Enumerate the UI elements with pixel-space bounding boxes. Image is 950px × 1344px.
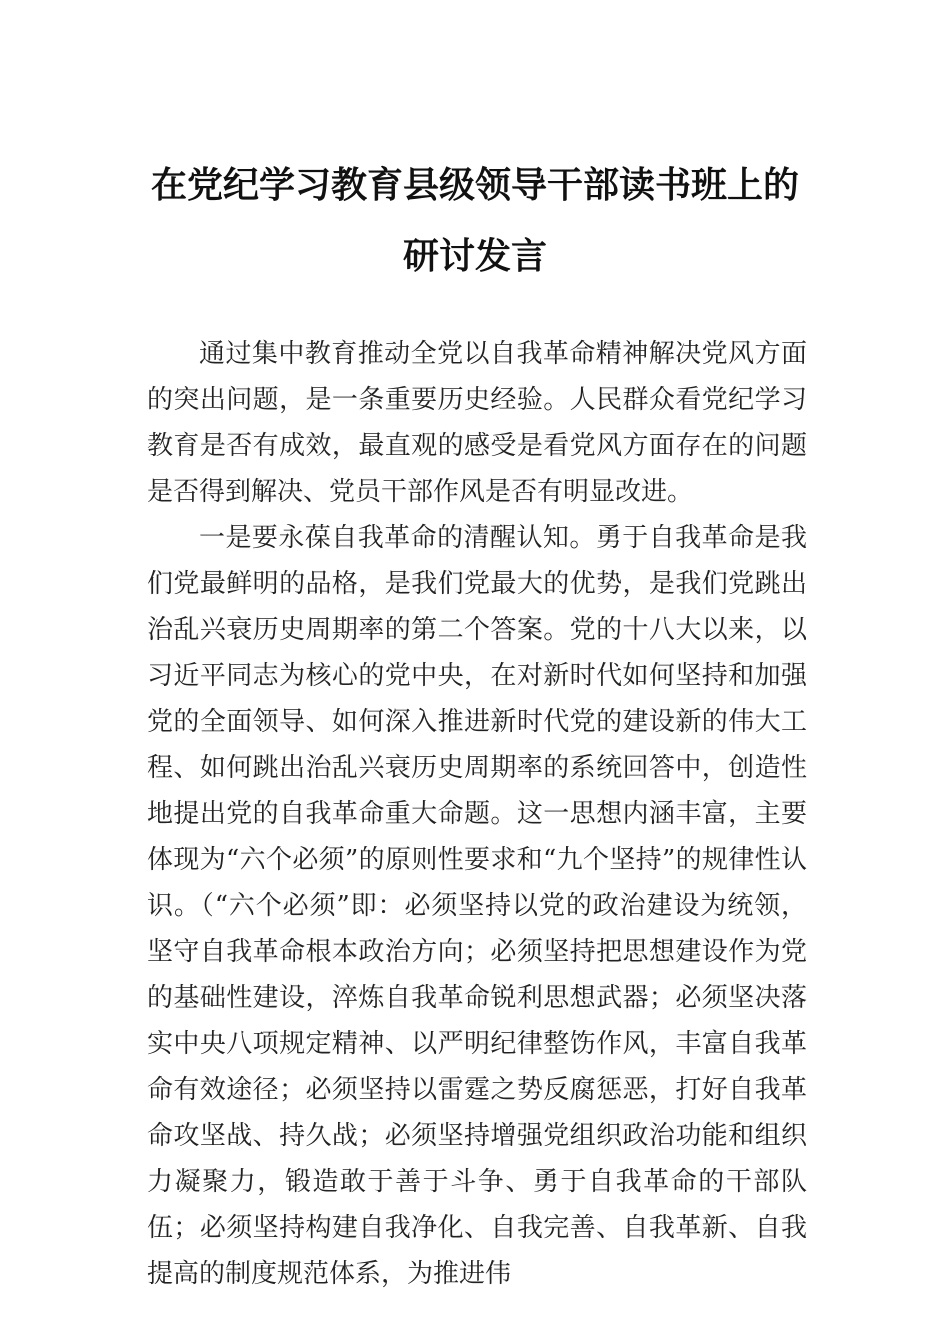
document-title-line-2: 研讨发言 bbox=[402, 235, 547, 277]
document-body bbox=[147, 331, 807, 1297]
paragraph-intro: 通过集中教育推动全党以自我革命精神解决党风方面的突出问题，是一条重要历史经验。人民群众看党纪学习教育是否有成效，最直观的感受是看党风方面存在的问题是否得到解决、党员干部作风是否有明显改进。 bbox=[147, 339, 807, 507]
document-title-line-1: 在党纪学习教育县级领导干部读书班上的 bbox=[150, 164, 799, 206]
paragraph-point-one: 一是要永葆自我革命的清醒认知。勇于自我革命是我们党最鲜明的品格，是我们党最大的优势，是我们党跳出治乱兴衰历史周期率的第二个答案。党的十八大以来，以习近平同志为核心的党中央，在对新时代如何坚持和加强党的全面领导、如何深入推进新时代党的建设新的伟大工程、如何跳出治乱兴衰历史周期率的系统回答中，创造性地提出党的自我革命重大命题。这一思想内涵丰富，主要体现为“六个必须”的原则性要求和“九个坚持”的规律性认识。（“六个必须”即：必须坚持以党的政治建设为统领，坚守自我革命根本政治方向；必须坚持把思想建设作为党的基础性建设，淬炼自我革命锐利思想武器；必须坚决落实中央八项规定精神、以严明纪律整饬作风，丰富自我革命有效途径；必须坚持以雷霆之势反腐惩恶，打好自我革命攻坚战、持久战；必须坚持增强党组织政治功能和组织力凝聚力，锻造敢于善于斗争、勇于自我革命的干部队伍；必须坚持构建自我净化、自我完善、自我革新、自我提高的制度规范体系，为推进伟 bbox=[147, 523, 807, 1289]
